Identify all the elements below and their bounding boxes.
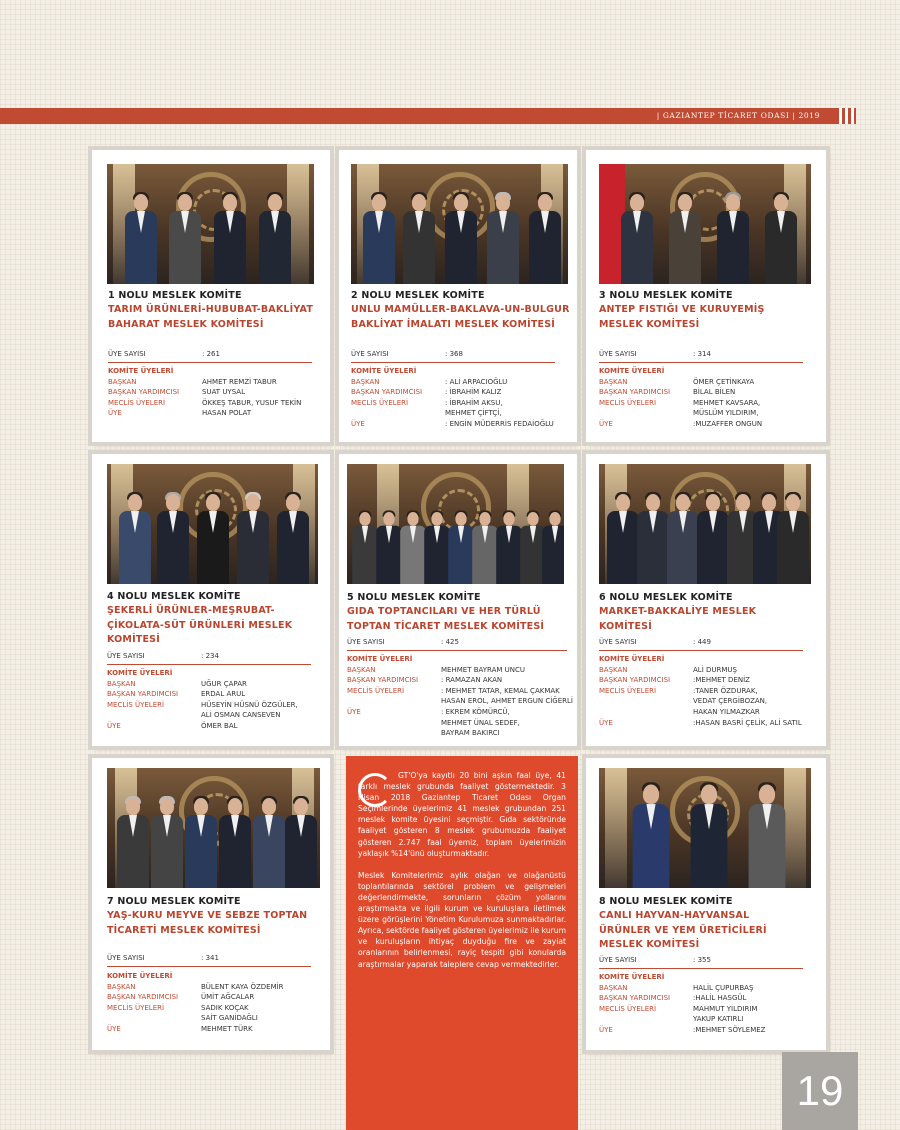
committee-title: ŞEKERLİ ÜRÜNLER-MEŞRUBAT- ÇİKOLATA-SÜT ÜRÜNLERİ MESLEK KOMİTESİ [107, 605, 293, 645]
committee-members: KOMİTE ÜYELERİ BAŞKAN BÜLENT KAYA ÖZDEMİR BAŞKAN YARDIMCISI ÜMİT AĞCALAR MECLİS ÜYELERİ SADIK KOÇAK SAİT GANİDAĞLI ÜYE MEHMET TÜRK [107, 972, 284, 1033]
committee-members: KOMİTE ÜYELERİ BAŞKAN HALİL ÇUPURBAŞ BAŞKAN YARDIMCISI :HALİL HASGÜL MECLİS ÜYELERİ MAHMUT YILDIRIM YAKUP KATIRLI ÜYE :MEHMET SÖYLEMEZ [599, 973, 766, 1034]
member-count-row: ÜYE SAYISI : 261 [108, 350, 220, 358]
member-count-row: ÜYE SAYISI : 368 [351, 350, 463, 358]
member-count-row: ÜYE SAYISI : 355 [599, 956, 711, 964]
committee-title: GIDA TOPTANCILARI VE HER TÜRLÜ TOPTAN TİCARET MESLEK KOMİTESİ [347, 606, 545, 632]
committee-card-7 [92, 758, 330, 1050]
header-stripes [826, 108, 856, 124]
header-bar [0, 108, 856, 124]
committee-title: TARIM ÜRÜNLERİ-HUBUBAT-BAKLİYAT BAHARAT MESLEK KOMİTESİ [108, 304, 314, 330]
committee-card-1 [92, 150, 330, 442]
member-count-row: ÜYE SAYISI : 425 [347, 638, 459, 646]
committee-title: CANLI HAYVAN-HAYVANSAL ÜRÜNLER VE YEM ÜRETİCİLERİ MESLEK KOMİTESİ [599, 910, 767, 950]
committee-members: KOMİTE ÜYELERİ BAŞKAN MEHMET BAYRAM UNCU BAŞKAN YARDIMCISI : RAMAZAN AKAN MECLİS ÜYELERİ : MEHMET TATAR, KEMAL ÇAKMAK HASAN EROL, AHMET ERGUN CİĞERLİ ÜYE : EKREM KÖMÜRCÜ, MEHMET ÜNAL SEDEF, BAYRAM BAKIRCI [347, 655, 573, 738]
committee-photo-3 [599, 164, 811, 284]
committee-photo-7 [107, 768, 320, 888]
committee-title: UNLU MAMÜLLER-BAKLAVA-UN-BULGUR BAKLİYAT İMALATI MESLEK KOMİTESİ [351, 304, 570, 330]
committee-photo-6 [599, 464, 811, 584]
divider [351, 362, 555, 363]
info-paragraph-2: Meslek Komitelerimiz aylık olağan ve olağanüstü toplantılarında sektörel problem ve gelişmeleri değerlendirmekte, sorunların çözüm yollarını araştırmakta ve ilgili kurum ve kuruluşlara iletilmek üzere görüşlerini Yönetim Kurulumuza sunmaktadırlar. Ayrıca, sektörde faaliyet gösteren üyelerimiz ile kurum ve kuruluşların ihtiyaç duyduğu fire ve zayiat oranlarının belirlenmesi, rayiç tespiti gibi konularda araştırmalar yaparak taleplere cevap vermektedirler. [358, 870, 566, 969]
page-number: 19 [782, 1052, 858, 1130]
committee-card-5 [339, 454, 577, 746]
divider [347, 650, 567, 651]
committee-photo-1 [107, 164, 314, 284]
committee-photo-4 [107, 464, 318, 584]
committee-members: KOMİTE ÜYELERİ BAŞKAN : ALİ ARPACIOĞLU BAŞKAN YARDIMCISI : İBRAHİM KALIZ MECLİS ÜYELERİ : İBRAHİM AKSU, MEHMET ÇİFTÇİ, ÜYE : ENGİN MÜDERRİS FEDAİOĞLU [351, 367, 554, 428]
committee-card-8 [586, 758, 826, 1050]
committee-card-3 [586, 150, 826, 442]
committee-number: 1 NOLU MESLEK KOMİTE [108, 290, 242, 301]
committee-card-2 [339, 150, 577, 442]
committee-title: YAŞ-KURU MEYVE VE SEBZE TOPTAN TİCARETİ MESLEK KOMİTESİ [107, 910, 308, 936]
divider [108, 362, 312, 363]
committee-card-4 [92, 454, 330, 746]
committee-title: ANTEP FISTIĞI VE KURUYEMİŞ MESLEK KOMİTESİ [599, 304, 765, 330]
committee-photo-5 [347, 464, 564, 584]
committee-number: 8 NOLU MESLEK KOMİTE [599, 896, 733, 907]
committee-number: 2 NOLU MESLEK KOMİTE [351, 290, 485, 301]
info-panel [346, 756, 578, 1130]
committee-card-6 [586, 454, 826, 746]
committee-number: 4 NOLU MESLEK KOMİTE [107, 591, 241, 602]
committee-photo-8 [599, 768, 811, 888]
committee-members: KOMİTE ÜYELERİ BAŞKAN ALİ DURMUŞ BAŞKAN YARDIMCISI :MEHMET DENİZ MECLİS ÜYELERİ :TANER ÖZDURAK, VEDAT ÇERGİBOZAN, HAKAN YILMAZKAR ÜYE :HASAN BASRİ ÇELİK, ALİ SATIL [599, 655, 802, 727]
member-count-row: ÜYE SAYISI : 234 [107, 652, 219, 660]
divider [599, 968, 803, 969]
committee-number: 3 NOLU MESLEK KOMİTE [599, 290, 733, 301]
committee-title: MARKET-BAKKALİYE MESLEK KOMİTESİ [599, 606, 757, 632]
member-count-row: ÜYE SAYISI : 314 [599, 350, 711, 358]
committee-number: 6 NOLU MESLEK KOMİTE [599, 592, 733, 603]
committee-photo-2 [351, 164, 568, 284]
divider [107, 664, 311, 665]
divider [599, 362, 803, 363]
committee-number: 5 NOLU MESLEK KOMİTE [347, 592, 481, 603]
member-count-row: ÜYE SAYISI : 449 [599, 638, 711, 646]
divider [107, 966, 311, 967]
committee-members: KOMİTE ÜYELERİ BAŞKAN UĞUR ÇAPAR BAŞKAN YARDIMCISI ERDAL ARUL MECLİS ÜYELERİ HÜSEYİN HÜSNÜ ÖZGÜLER, ALİ OSMAN CANSEVEN ÜYE ÖMER BAL [107, 669, 298, 730]
committee-members: KOMİTE ÜYELERİ BAŞKAN ÖMER ÇETİNKAYA BAŞKAN YARDIMCISI BİLAL BİLEN MECLİS ÜYELERİ MEHMET KAVSARA, MÜSLÜM YILDIRIM, ÜYE :MUZAFFER ONGUN [599, 367, 763, 428]
divider [599, 650, 803, 651]
committee-number: 7 NOLU MESLEK KOMİTE [107, 896, 241, 907]
member-count-row: ÜYE SAYISI : 341 [107, 954, 219, 962]
committee-members: KOMİTE ÜYELERİ BAŞKAN AHMET REMZİ TABUR BAŞKAN YARDIMCISI SUAT UYSAL MECLİS ÜYELERİ ÖKKEŞ TABUR, YUSUF TEKİN ÜYE HASAN POLAT [108, 367, 302, 418]
header-title: | GAZIANTEP TİCARET ODASI | 2019 [656, 111, 820, 120]
swirl-icon [358, 773, 392, 807]
info-paragraph-1: GT'O'ya kayıtlı 20 bini aşkın faal üye, 41 farklı meslek grubunda faaliyet göstermektedir. 3 Nisan 2018 Gaziantep Ticaret Odası Organ Seçimlerinde üyelerimiz 41 meslek grubundan 251 meslek komite üyesini seçmiştir. Gıda sektöründe faaliyet gösteren 8 meslek grubumuzda faaliyet gösteren 2.747 faal üyemiz, toplam üyelerimizin yaklaşık %14'ünü oluşturmaktadır. [358, 771, 566, 858]
